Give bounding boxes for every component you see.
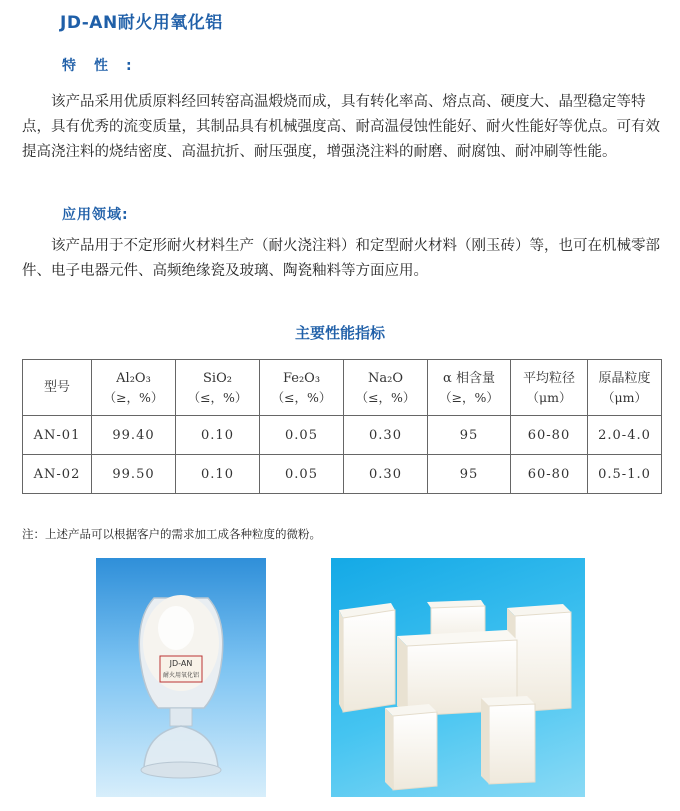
- table-header-row: [23, 360, 662, 416]
- table-cell: AN-02: [23, 455, 92, 494]
- application-heading: 应用领域:: [62, 207, 129, 223]
- header-al2o3: Al₂O₃ （≥，%）: [92, 360, 176, 416]
- application-text-body: 该产品用于不定形耐火材料生产（耐火浇注料）和定型耐火材料（刚玉砖）等，也可在机械零部件、电子电器元件、高频绝缘瓷及玻璃、陶瓷釉料等方面应用。: [22, 238, 660, 279]
- table-row: [23, 455, 662, 494]
- footnote: 注：上述产品可以根据客户的需求加工成各种粒度的微粉。: [22, 527, 321, 541]
- table-cell: AN-01: [23, 416, 92, 455]
- table-row: [23, 416, 662, 455]
- table-cell: 0.5-1.0: [588, 455, 662, 494]
- bricks-photo: [331, 558, 585, 797]
- header-alpha-phase: α 相含量 （≥，%）: [428, 360, 511, 416]
- spec-table: [22, 359, 662, 494]
- header-model: 型号: [23, 360, 92, 416]
- table-cell: 0.10: [176, 416, 260, 455]
- header-crystal-size: 原晶粒度 （μm）: [588, 360, 662, 416]
- page-title: JD-AN耐火用氧化铝: [60, 13, 223, 33]
- table-cell: 0.30: [344, 455, 428, 494]
- header-sio2: SiO₂ （≤，%）: [176, 360, 260, 416]
- table-cell: 0.10: [176, 455, 260, 494]
- table-cell: 99.40: [92, 416, 176, 455]
- table-cell: 60-80: [511, 416, 588, 455]
- table-cell: 95: [428, 455, 511, 494]
- table-cell: 0.05: [260, 455, 344, 494]
- jar-label-line1: JD-AN: [169, 659, 193, 668]
- table-cell: 95: [428, 416, 511, 455]
- features-heading: 特性:: [62, 58, 150, 74]
- table-cell: 0.05: [260, 416, 344, 455]
- table-cell: 99.50: [92, 455, 176, 494]
- powder-jar-photo: [96, 558, 266, 797]
- application-text: [22, 234, 662, 284]
- header-fe2o3: Fe₂O₃ （≤，%）: [260, 360, 344, 416]
- features-text: [22, 90, 662, 165]
- header-avg-particle: 平均粒径 （μm）: [511, 360, 588, 416]
- table-cell: 2.0-4.0: [588, 416, 662, 455]
- table-title: 主要性能指标: [294, 324, 385, 342]
- powder-jar-illustration: [96, 558, 266, 797]
- table-cell: 60-80: [511, 455, 588, 494]
- jar-label-line2: 耐火用氧化铝: [162, 672, 200, 679]
- header-na2o: Na₂O （≤，%）: [344, 360, 428, 416]
- features-text-body: 该产品采用优质原料经回转窑高温煅烧而成，具有转化率高、熔点高、硬度大、晶型稳定等特点，具有优秀的流变质量，其制品具有机械强度高、耐高温侵蚀性能好、耐火性能好等优点。可有效提高浇注料的烧结密度、高温抗折、耐压强度，增强浇注料的耐磨、耐腐蚀、耐冲刷等性能。: [22, 94, 660, 160]
- table-cell: 0.30: [344, 416, 428, 455]
- bricks-illustration: [331, 558, 585, 797]
